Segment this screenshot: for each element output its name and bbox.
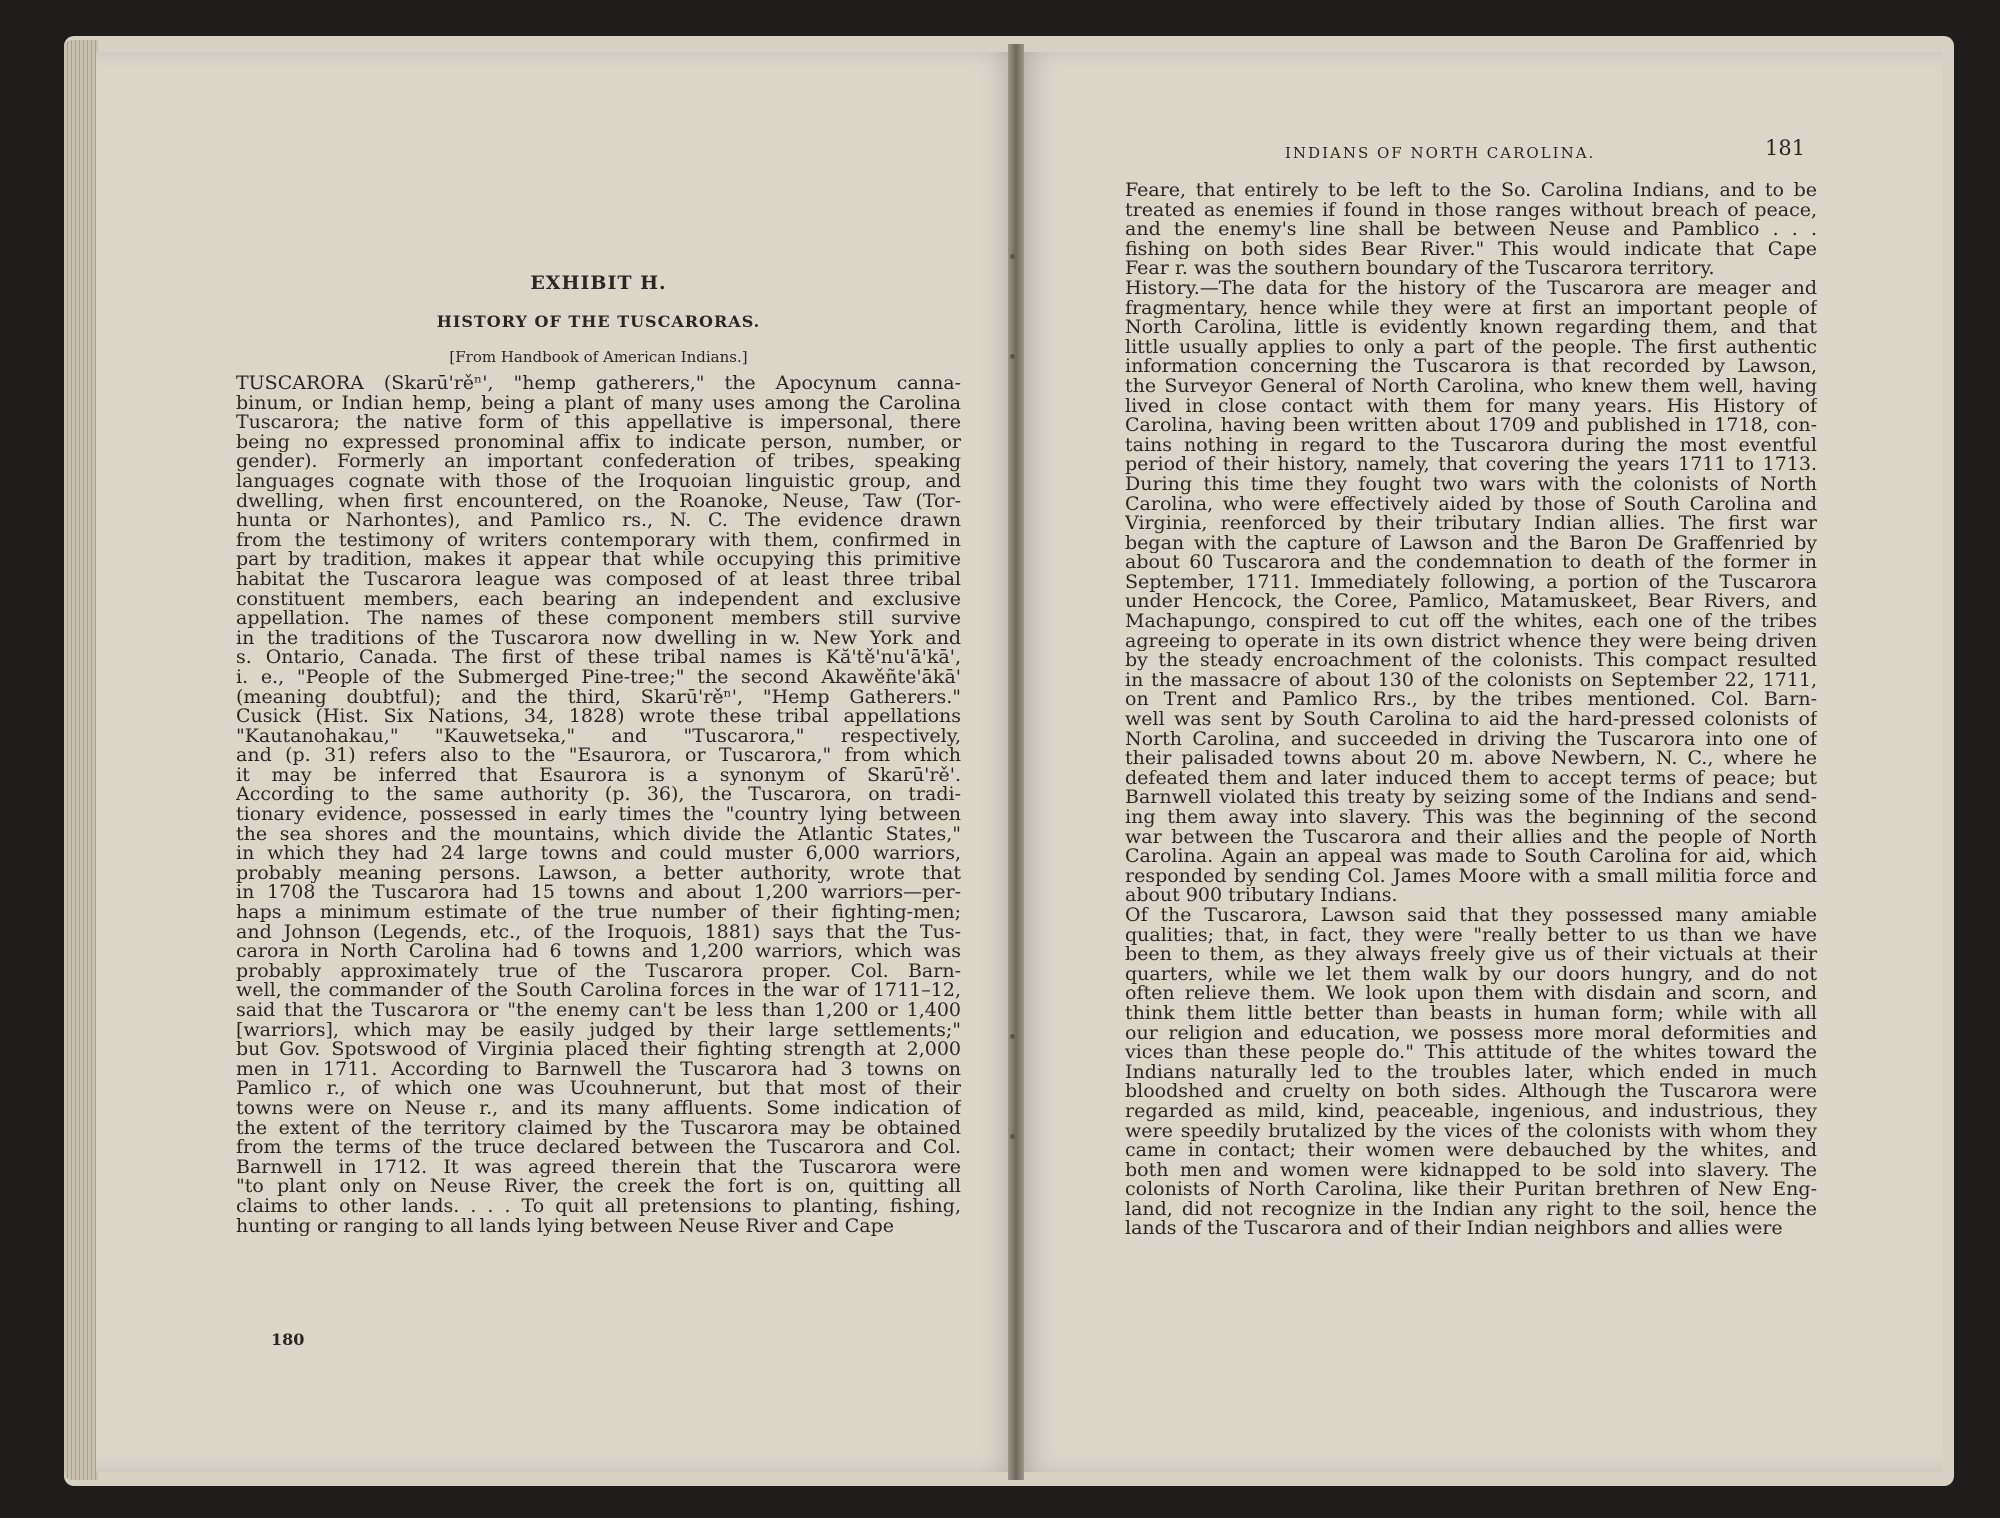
text-line: dwelling, when first encountered, on the Roanoke, Neuse, Taw (Tor-	[236, 491, 961, 512]
text-line: binum, or Indian hemp, being a plant of many uses among the Carolina	[236, 393, 961, 414]
book-gutter	[1008, 44, 1024, 1480]
text-line: and (p. 31) refers also to the "Esaurora, or Tuscarora," from which	[236, 746, 961, 766]
text-line: (meaning doubtful); and the third, Skarū'rěⁿ', "Hemp Gatherers."	[236, 687, 961, 708]
text-line: s. Ontario, Canada. The first of these tribal names is Kă'tě'nu'ā'kā',	[236, 648, 961, 668]
text-line: Fear r. was the southern boundary of the Tuscarora territory.	[1125, 259, 1715, 279]
text-line: Barnwell violated this treaty by seizing some of the Indians and send-	[1125, 788, 1817, 808]
text-line: colonists of North Carolina, like their Puritan brethren of New Eng-	[1125, 1180, 1817, 1200]
text-line: languages cognate with those of the Iroquoian linguistic group, and	[236, 471, 961, 492]
running-head: INDIANS OF NORTH CAROLINA.	[1285, 144, 1596, 162]
text-line: it may be inferred that Esaurora is a synonym of Skarū'rě'.	[236, 765, 961, 786]
text-line: from the testimony of writers contemporary with them, confirmed in	[236, 530, 961, 551]
text-line: their palisaded towns about 20 m. above Newbern, N. C., where he	[1125, 749, 1817, 769]
text-line: treated as enemies if found in those ranges without breach of peace,	[1125, 200, 1817, 221]
text-line: Indians naturally led to the troubles later, which ended in much	[1125, 1062, 1817, 1083]
text-line: the extent of the territory claimed by the Tuscarora may be obtained	[236, 1118, 961, 1139]
text-line: about 60 Tuscarora and the condemnation to death of the former in	[1125, 553, 1817, 573]
exhibit-heading: EXHIBIT H.	[530, 272, 667, 294]
text-line: tains nothing in regard to the Tuscarora during the most eventful	[1125, 435, 1817, 456]
text-line: responded by sending Col. James Moore with a small militia force and	[1125, 866, 1817, 887]
text-line: were speedily brutalized by the vices of the colonists with whom they	[1125, 1121, 1817, 1142]
text-line: qualities; that, in fact, they were "really better to us than we have	[1125, 925, 1817, 946]
text-line: under Hencock, the Coree, Pamlico, Matamuskeet, Bear Rivers, and	[1125, 592, 1817, 613]
binding-hole	[1010, 1134, 1015, 1139]
text-line: lived in close contact with them for many years. His History of	[1125, 396, 1817, 417]
text-line: Feare, that entirely to be left to the So. Carolina Indians, and to be	[1125, 181, 1817, 201]
text-line: [warriors], which may be easily judged by their large settlements;"	[236, 1020, 961, 1041]
text-line: According to the same authority (p. 36), the Tuscarora, on tradi-	[236, 785, 961, 806]
text-line: haps a minimum estimate of the true number of their fighting-men;	[236, 903, 961, 923]
text-line: appellation. The names of these component members still survive	[236, 609, 961, 629]
text-line: tionary evidence, possessed in early times the "country lying between	[236, 805, 961, 825]
text-line: Carolina, having been written about 1709 and published in 1718, con-	[1125, 416, 1817, 436]
left-page	[96, 52, 1016, 1472]
text-line: claims to other lands. . . . To quit all pretensions to planting, fishing,	[236, 1196, 961, 1217]
text-line: Pamlico r., of which one was Ucouhnerunt, but that most of their	[236, 1079, 961, 1099]
text-line: in the massacre of about 130 of the colonists on September 22, 1711,	[1125, 670, 1817, 691]
text-line: habitat the Tuscarora league was composed of at least three tribal	[236, 569, 961, 590]
text-line: in 1708 the Tuscarora had 15 towns and about 1,200 warriors—per-	[236, 883, 961, 904]
text-line: During this time they fought two wars with the colonists of North	[1125, 474, 1817, 495]
text-line: fishing on both sides Bear River." This would indicate that Cape	[1125, 239, 1817, 260]
text-line: agreeing to operate in its own district whence they were being driven	[1125, 631, 1817, 652]
text-line: carora in North Carolina had 6 towns and 1,200 warriors, which was	[236, 942, 961, 962]
text-line: in which they had 24 large towns and could muster 6,000 warriors,	[236, 844, 961, 864]
text-line: September, 1711. Immediately following, a portion of the Tuscarora	[1125, 572, 1817, 593]
text-line: and the enemy's line shall be between Neuse and Pamblico . . .	[1125, 220, 1817, 240]
text-line: on Trent and Pamlico Rrs., by the tribes mentioned. Col. Barn-	[1125, 690, 1817, 711]
text-line: in the traditions of the Tuscarora now dwelling in w. New York and	[236, 628, 961, 649]
binding-hole	[1010, 354, 1015, 359]
left-body-text	[236, 374, 961, 1236]
text-line: hunta or Narhontes), and Pamlico rs., N. C. The evidence drawn	[236, 511, 961, 531]
text-line: "Kautanohakau," "Kauwetseka," and "Tuscarora," respectively,	[236, 726, 961, 747]
text-line: and Johnson (Legends, etc., of the Iroquois, 1881) says that the Tus-	[236, 922, 961, 943]
binding-hole	[1010, 254, 1015, 259]
text-line: quarters, while we let them walk by our doors hungry, and do not	[1125, 964, 1817, 985]
text-line: well was sent by South Carolina to aid the hard-pressed colonists of	[1125, 710, 1817, 730]
text-line: information concerning the Tuscarora is that recorded by Lawson,	[1125, 357, 1817, 377]
text-line: being no expressed pronominal affix to indicate person, number, or	[236, 432, 961, 453]
text-line: Carolina, who were effectively aided by those of South Carolina and	[1125, 494, 1817, 515]
text-line: Tuscarora; the native form of this appellative is impersonal, there	[236, 413, 961, 433]
page-number-right: 181	[1765, 136, 1806, 160]
text-line: but Gov. Spotswood of Virginia placed their fighting strength at 2,000	[236, 1040, 961, 1060]
text-line: often relieve them. We look upon them with disdain and scorn, and	[1125, 984, 1817, 1004]
text-line: towns were on Neuse r., and its many affluents. Some indication of	[236, 1098, 961, 1119]
source-note: [From Handbook of American Indians.]	[449, 348, 748, 366]
text-line: vices than these people do." This attitude of the whites toward the	[1125, 1043, 1817, 1063]
text-line: think them little better than beasts in human form; while with all	[1125, 1003, 1817, 1024]
text-line: TUSCARORA (Skarū'rěⁿ', "hemp gatherers," the Apocynum canna-	[236, 374, 961, 394]
text-line: been to them, as they always freely give us of their victuals at their	[1125, 945, 1817, 965]
text-line: bloodshed and cruelty on both sides. Although the Tuscarora were	[1125, 1082, 1817, 1102]
text-line: History.—The data for the history of the Tuscarora are meager and	[1125, 278, 1817, 299]
text-line: well, the commander of the South Carolina forces in the war of 1711–12,	[236, 981, 961, 1001]
text-line: Cusick (Hist. Six Nations, 34, 1828) wrote these tribal appellations	[236, 707, 961, 727]
text-line: part by tradition, makes it appear that while occupying this primitive	[236, 550, 961, 570]
text-line: i. e., "People of the Submerged Pine-tree;" the second Akawěñte'ākā'	[236, 667, 961, 688]
text-line: men in 1711. According to Barnwell the Tuscarora had 3 towns on	[236, 1059, 961, 1080]
text-line: probably approximately true of the Tuscarora proper. Col. Barn-	[236, 961, 961, 982]
text-line: North Carolina, and succeeded in driving the Tuscarora into one of	[1125, 729, 1817, 750]
text-line: period of their history, namely, that covering the years 1711 to 1713.	[1125, 455, 1817, 475]
page-edges	[64, 40, 98, 1480]
page-number-left: 180	[271, 1330, 305, 1349]
section-title: HISTORY OF THE TUSCARORAS.	[436, 312, 761, 331]
text-line: from the terms of the truce declared between the Tuscarora and Col.	[236, 1138, 961, 1158]
text-line: lands of the Tuscarora and of their Indian neighbors and allies were	[1125, 1219, 1783, 1240]
text-line: constituent members, each bearing an independent and exclusive	[236, 589, 961, 610]
text-line: both men and women were kidnapped to be sold into slavery. The	[1125, 1160, 1817, 1181]
text-line: came in contact; their women were debauched by the whites, and	[1125, 1141, 1817, 1161]
text-line: fragmentary, hence while they were at first an important people of	[1125, 298, 1817, 319]
text-line: war between the Tuscarora and their allies and the people of North	[1125, 827, 1817, 848]
text-line: North Carolina, little is evidently known regarding them, and that	[1125, 318, 1817, 338]
text-line: the Surveyor General of North Carolina, who knew them well, having	[1125, 376, 1817, 397]
text-line: by the steady encroachment of the colonists. This compact resulted	[1125, 651, 1817, 671]
text-line: Virginia, reenforced by their tributary Indian allies. The first war	[1125, 514, 1817, 534]
text-line: gender). Formerly an important confederation of tribes, speaking	[236, 452, 961, 472]
text-line: Carolina. Again an appeal was made to South Carolina for aid, which	[1125, 847, 1817, 867]
text-line: "to plant only on Neuse River, the creek the fort is on, quitting all	[236, 1177, 961, 1197]
right-page	[1020, 52, 1942, 1472]
text-line: began with the capture of Lawson and the Baron De Graffenried by	[1125, 533, 1817, 554]
text-line: the sea shores and the mountains, which divide the Atlantic States,"	[236, 824, 961, 845]
text-line: little usually applies to only a part of the people. The first authentic	[1125, 337, 1817, 358]
text-line: land, did not recognize in the Indian any right to the soil, hence the	[1125, 1199, 1817, 1220]
text-line: regarded as mild, kind, peaceable, ingenious, and industrious, they	[1125, 1101, 1817, 1122]
text-line: about 900 tributary Indians.	[1125, 886, 1398, 906]
text-line: Machapungo, conspired to cut off the whites, each one of the tribes	[1125, 612, 1817, 632]
text-line: our religion and education, we possess more moral deformities and	[1125, 1023, 1817, 1044]
text-line: ing them away into slavery. This was the beginning of the second	[1125, 808, 1817, 828]
text-line: said that the Tuscarora or "the enemy can't be less than 1,200 or 1,400	[236, 1001, 961, 1021]
binding-hole	[1010, 1034, 1015, 1039]
text-line: hunting or ranging to all lands lying between Neuse River and Cape	[236, 1216, 895, 1237]
text-line: probably meaning persons. Lawson, a better authority, wrote that	[236, 863, 961, 884]
right-body-text	[1125, 181, 1817, 1239]
text-line: Of the Tuscarora, Lawson said that they possessed many amiable	[1125, 905, 1817, 926]
text-line: defeated them and later induced them to accept terms of peace; but	[1125, 768, 1817, 789]
text-line: Barnwell in 1712. It was agreed therein that the Tuscarora were	[236, 1157, 961, 1178]
